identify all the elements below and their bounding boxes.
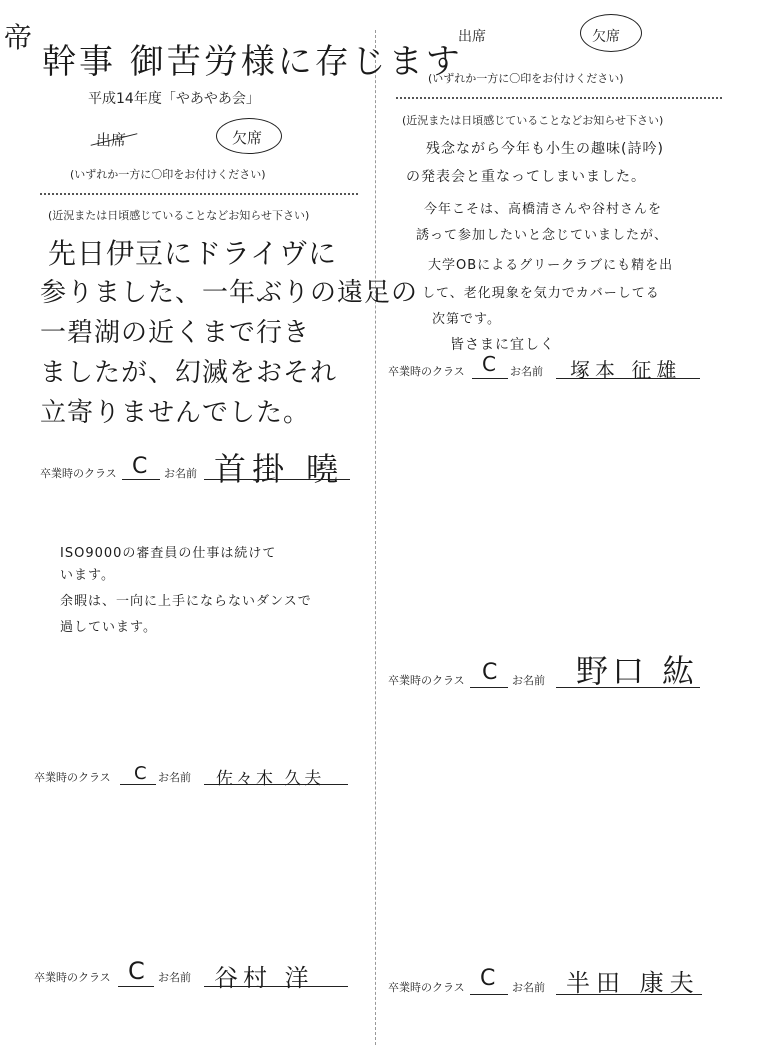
handwritten-greeting: 幹事 御苦労様に存じます	[42, 42, 463, 82]
message-line: 立寄りませんでした。	[40, 398, 311, 428]
class-value: C	[132, 454, 149, 479]
name-label: お名前	[510, 365, 543, 378]
class-underline	[470, 994, 508, 995]
message-line: して、老化現象を気力でカバーしてる	[422, 286, 660, 301]
attend-option: 出席	[458, 29, 486, 45]
class-value: C	[128, 957, 146, 985]
class-underline	[122, 479, 160, 480]
class-label: 卒業時のクラス	[388, 365, 465, 378]
name-label: お名前	[164, 467, 197, 480]
class-value: C	[482, 352, 497, 376]
dotted-separator	[40, 193, 358, 195]
message-line: 誘って参加したいと念じていましたが、	[416, 228, 669, 243]
name-label: お名前	[158, 971, 191, 984]
name-underline	[556, 378, 700, 379]
class-value: C	[480, 966, 497, 991]
class-label: 卒業時のクラス	[34, 771, 111, 784]
attend-option: 出席	[96, 131, 127, 149]
name-signature: 首掛 曉	[214, 450, 345, 488]
instruction-text: (いずれか一方に〇印をお付けください)	[70, 168, 266, 181]
name-signature: 半田 康夫	[566, 969, 700, 997]
column-divider	[375, 30, 376, 1045]
name-label: お名前	[158, 771, 191, 784]
class-label: 卒業時のクラス	[388, 674, 465, 687]
name-underline	[556, 994, 702, 995]
name-signature: 塚本 征雄	[570, 358, 682, 382]
message-line: 参りました、一年ぶりの遠足の	[40, 278, 419, 308]
message-line: の発表会と重なってしまいました。	[406, 169, 646, 185]
event-subtitle: 平成14年度「やあやあ会」	[88, 91, 260, 107]
name-signature: 野口 紘	[576, 652, 699, 690]
class-label: 卒業時のクラス	[40, 467, 117, 480]
message-line: 一碧湖の近くまで行き	[40, 318, 311, 348]
name-underline	[204, 986, 348, 987]
name-signature: 谷村 洋	[214, 964, 314, 992]
class-underline	[472, 378, 508, 379]
name-label: お名前	[512, 674, 545, 687]
class-underline	[120, 784, 156, 785]
message-line: 今年こそは、高橋清さんや谷村さんを	[424, 202, 663, 217]
message-line: ISO9000の審査員の仕事は続けて	[60, 546, 277, 561]
name-label: お名前	[512, 981, 545, 994]
class-underline	[118, 986, 154, 987]
absent-option: 欠席	[232, 129, 263, 147]
class-underline	[470, 687, 508, 688]
dotted-separator	[396, 97, 722, 99]
absent-option: 欠席	[592, 29, 620, 45]
name-underline	[556, 687, 700, 688]
name-signature: 佐々木 久夫	[216, 769, 325, 789]
class-value: C	[482, 660, 499, 685]
name-underline	[204, 479, 350, 480]
corner-mark: 帝	[4, 21, 34, 54]
message-line: 大学OBによるグリークラブにも精を出	[428, 258, 674, 273]
message-line: 過しています。	[60, 620, 157, 635]
instruction-text: (いずれか一方に〇印をお付けください)	[428, 72, 624, 85]
message-line: 残念ながら今年も小生の趣味(詩吟)	[426, 141, 664, 157]
class-label: 卒業時のクラス	[388, 981, 465, 994]
absent-circle-mark	[580, 14, 642, 52]
class-value: C	[134, 763, 148, 784]
prompt-text: (近況または日頃感じていることなどお知らせ下さい)	[48, 209, 310, 222]
message-line: ましたが、幻滅をおそれ	[40, 358, 338, 388]
message-line: 次第です。	[432, 312, 501, 327]
message-line: います。	[60, 568, 115, 583]
message-line: 皆さまに宜しく	[450, 337, 555, 353]
class-label: 卒業時のクラス	[34, 971, 111, 984]
prompt-text: (近況または日頃感じていることなどお知らせ下さい)	[402, 114, 664, 127]
name-underline	[204, 784, 348, 785]
message-line: 先日伊豆にドライヴに	[48, 237, 338, 270]
message-line: 余暇は、一向に上手にならないダンスで	[60, 594, 312, 609]
